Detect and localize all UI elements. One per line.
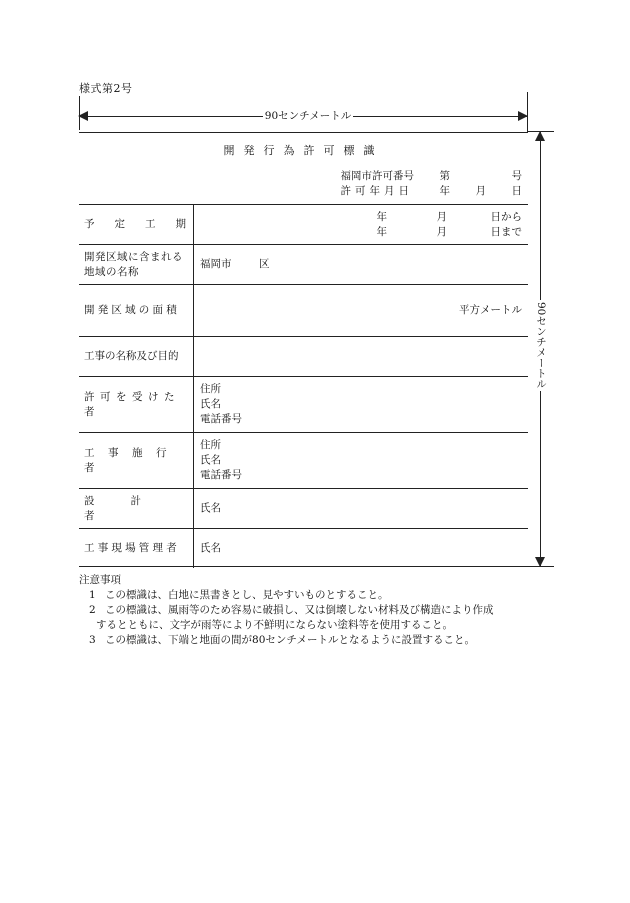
arrow-left-icon	[78, 111, 88, 121]
permit-date-label: 許可年月日	[340, 185, 413, 197]
notes	[79, 573, 559, 648]
row-permit-holder	[79, 377, 528, 433]
address-line: 住所	[200, 439, 221, 451]
area-size-value: 平方メートル	[459, 304, 522, 316]
contractor-label-text: 工事施行者	[84, 446, 180, 474]
to-month: 月	[436, 226, 447, 238]
permit-holder-label	[79, 377, 194, 432]
name-line: 氏名	[200, 398, 221, 410]
sign-form	[79, 132, 528, 567]
permit-year: 年	[439, 185, 450, 197]
designer-label	[79, 489, 194, 528]
contractor-value	[200, 433, 522, 488]
to-year: 年	[376, 226, 387, 238]
row-area-size	[79, 285, 528, 337]
area-size-label	[79, 285, 194, 336]
address-line: 住所	[200, 383, 221, 395]
arrow-down-icon	[535, 557, 545, 567]
sign-title: 開発行為許可標識	[223, 144, 384, 157]
name-line: 氏名	[200, 542, 221, 554]
note-item-continuation: するとともに、文字が雨等により不鮮明にならない塗料等を使用すること。	[96, 619, 453, 631]
arrow-up-icon	[535, 131, 545, 141]
note-item	[79, 588, 559, 603]
width-dimension-label: 90センチメートル	[264, 110, 352, 122]
ward-text: 区	[259, 258, 270, 270]
note-item	[79, 633, 559, 648]
work-name-label	[79, 337, 194, 376]
work-name-value	[200, 337, 522, 376]
schedule-label: 予 定 工 期	[84, 218, 186, 230]
note-text: この標識は、白地に黒書きとし、見やすいものとすること。	[105, 589, 389, 601]
note-text: この標識は、下端と地面の間が80センチメートルとなるように設置すること。	[105, 634, 475, 646]
area-size-label-text: 開発区域の面積	[84, 304, 180, 316]
row-designer	[79, 489, 528, 529]
permit-month: 月	[475, 185, 486, 197]
permit-number-label: 福岡市許可番号	[340, 170, 414, 182]
note-number: 2	[89, 604, 96, 616]
row-work-name	[79, 337, 528, 377]
city-text: 福岡市	[200, 258, 232, 270]
row-site-manager	[79, 529, 528, 568]
row-schedule	[79, 205, 528, 245]
from-day: 日から	[490, 211, 522, 223]
row-contractor	[79, 433, 528, 489]
area-name-label-text: 開発区域に含まれる地域の名称	[84, 250, 183, 278]
row-area-name	[79, 245, 528, 285]
phone-line: 電話番号	[200, 413, 242, 425]
sign-header	[79, 133, 528, 205]
name-line: 氏名	[200, 454, 221, 466]
from-year: 年	[376, 211, 387, 223]
permit-number-suffix: 号	[511, 170, 522, 182]
permit-info	[341, 169, 523, 199]
site-manager-value	[200, 529, 522, 568]
form-number: 様式第2号	[79, 82, 133, 95]
arrow-right-icon	[518, 111, 528, 121]
to-day: 日まで	[490, 226, 522, 238]
permit-holder-value	[200, 377, 522, 432]
area-name-label	[79, 245, 194, 284]
note-number: 1	[89, 589, 96, 601]
work-name-label-text: 工事の名称及び目的	[84, 350, 179, 362]
row-label	[79, 205, 194, 244]
height-dimension-label: 90センチメートル	[532, 300, 550, 391]
permit-number-prefix: 第	[439, 170, 450, 182]
phone-line: 電話番号	[200, 469, 242, 481]
from-month: 月	[436, 211, 447, 223]
designer-value	[200, 489, 522, 528]
note-item	[79, 603, 559, 618]
area-name-value	[200, 245, 522, 284]
name-line: 氏名	[200, 502, 221, 514]
notes-heading: 注意事項	[79, 574, 121, 586]
permit-day: 日	[511, 185, 522, 197]
contractor-label	[79, 433, 194, 488]
site-manager-label	[79, 529, 194, 568]
site-manager-label-text: 工事現場管理者	[84, 542, 180, 554]
note-number: 3	[89, 634, 96, 646]
designer-label-text: 設計者	[84, 494, 177, 522]
note-text: この標識は、風雨等のため容易に破損し、又は倒壊しない材料及び構造により作成	[105, 604, 494, 616]
schedule-value	[200, 205, 522, 244]
permit-holder-label-text: 許可を受けた者	[84, 390, 180, 418]
